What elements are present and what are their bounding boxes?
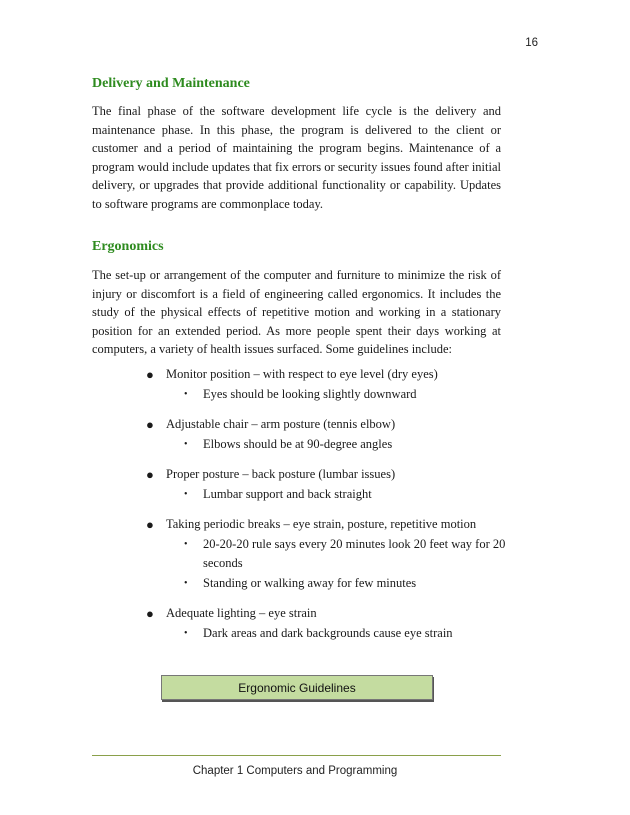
guideline-subitem bbox=[166, 624, 506, 644]
sub-bullet-icon: • bbox=[184, 488, 188, 500]
bullet-icon: ● bbox=[146, 606, 154, 621]
guideline-sublist bbox=[166, 624, 506, 644]
bullet-icon: ● bbox=[146, 417, 154, 432]
section-paragraph-ergonomics: The set-up or arrangement of the computer and furniture to minimize the risk of injury or discomfort is a field of engineering called ergonomics. It includes the study of the physical effects of repetitive motion and working in a stationary position for an extended period. As more people spent their days working at computers, a variety of health issues surfaced. Some guidelines include: bbox=[92, 268, 501, 357]
section-heading-delivery: Delivery and Maintenance bbox=[92, 76, 250, 91]
guideline-item bbox=[146, 415, 506, 454]
sub-bullet-icon: • bbox=[184, 388, 188, 400]
guideline-subitem bbox=[166, 385, 506, 405]
sub-bullet-icon: • bbox=[184, 627, 188, 639]
guideline-sublist bbox=[166, 435, 506, 455]
section-paragraph-delivery: The final phase of the software development life cycle is the delivery and maintenance phase. In this phase, the program is delivered to the client or customer and a period of maintaining the program begins. Maintenance of a program would include updates that fix errors or security issues found after initial delivery, or upgrades that provide additional functionality or capability. Updates to software programs are commonplace today. bbox=[92, 104, 501, 211]
bullet-icon: ● bbox=[146, 467, 154, 482]
section-heading-ergonomics: Ergonomics bbox=[92, 239, 164, 254]
guideline-item bbox=[146, 515, 506, 593]
guideline-subitem bbox=[166, 535, 506, 574]
guideline-subitem-text: Elbows should be at 90-degree angles bbox=[203, 436, 393, 451]
bullet-icon: ● bbox=[146, 367, 154, 382]
page-footer: Chapter 1 Computers and Programming bbox=[192, 765, 398, 777]
guideline-text: Proper posture – back posture (lumbar issues) bbox=[166, 467, 396, 481]
sub-bullet-icon: • bbox=[184, 538, 188, 550]
guideline-subitem bbox=[166, 485, 506, 505]
sub-bullet-icon: • bbox=[184, 438, 188, 450]
guideline-item bbox=[146, 465, 506, 504]
guideline-subitem-text: Lumbar support and back straight bbox=[203, 486, 372, 501]
guideline-text: Monitor position – with respect to eye level (dry eyes) bbox=[166, 367, 438, 381]
guideline-sublist bbox=[166, 385, 506, 405]
footer-divider bbox=[92, 755, 501, 756]
guideline-subitem bbox=[166, 435, 506, 455]
guideline-subitem bbox=[166, 574, 506, 594]
guideline-subitem-text: Dark areas and dark backgrounds cause eye strain bbox=[203, 625, 453, 640]
sub-bullet-icon: • bbox=[184, 577, 188, 589]
guideline-subitem-text: Standing or walking away for few minutes bbox=[203, 575, 417, 590]
guideline-subitem-text: Eyes should be looking slightly downward bbox=[203, 386, 417, 401]
figure-caption: Ergonomic Guidelines bbox=[161, 675, 433, 700]
guideline-item bbox=[146, 604, 506, 643]
bullet-icon: ● bbox=[146, 517, 154, 532]
guideline-sublist bbox=[166, 535, 506, 594]
guideline-text: Taking periodic breaks – eye strain, posture, repetitive motion bbox=[166, 517, 477, 531]
guideline-sublist bbox=[166, 485, 506, 505]
page-number: 16 bbox=[525, 37, 538, 49]
guideline-text: Adequate lighting – eye strain bbox=[166, 606, 317, 620]
guideline-item bbox=[146, 365, 506, 404]
guideline-subitem-text: 20-20-20 rule says every 20 minutes look 20 feet way for 20 seconds bbox=[203, 536, 506, 570]
guidelines-list bbox=[146, 365, 506, 654]
guideline-text: Adjustable chair – arm posture (tennis elbow) bbox=[166, 417, 396, 431]
